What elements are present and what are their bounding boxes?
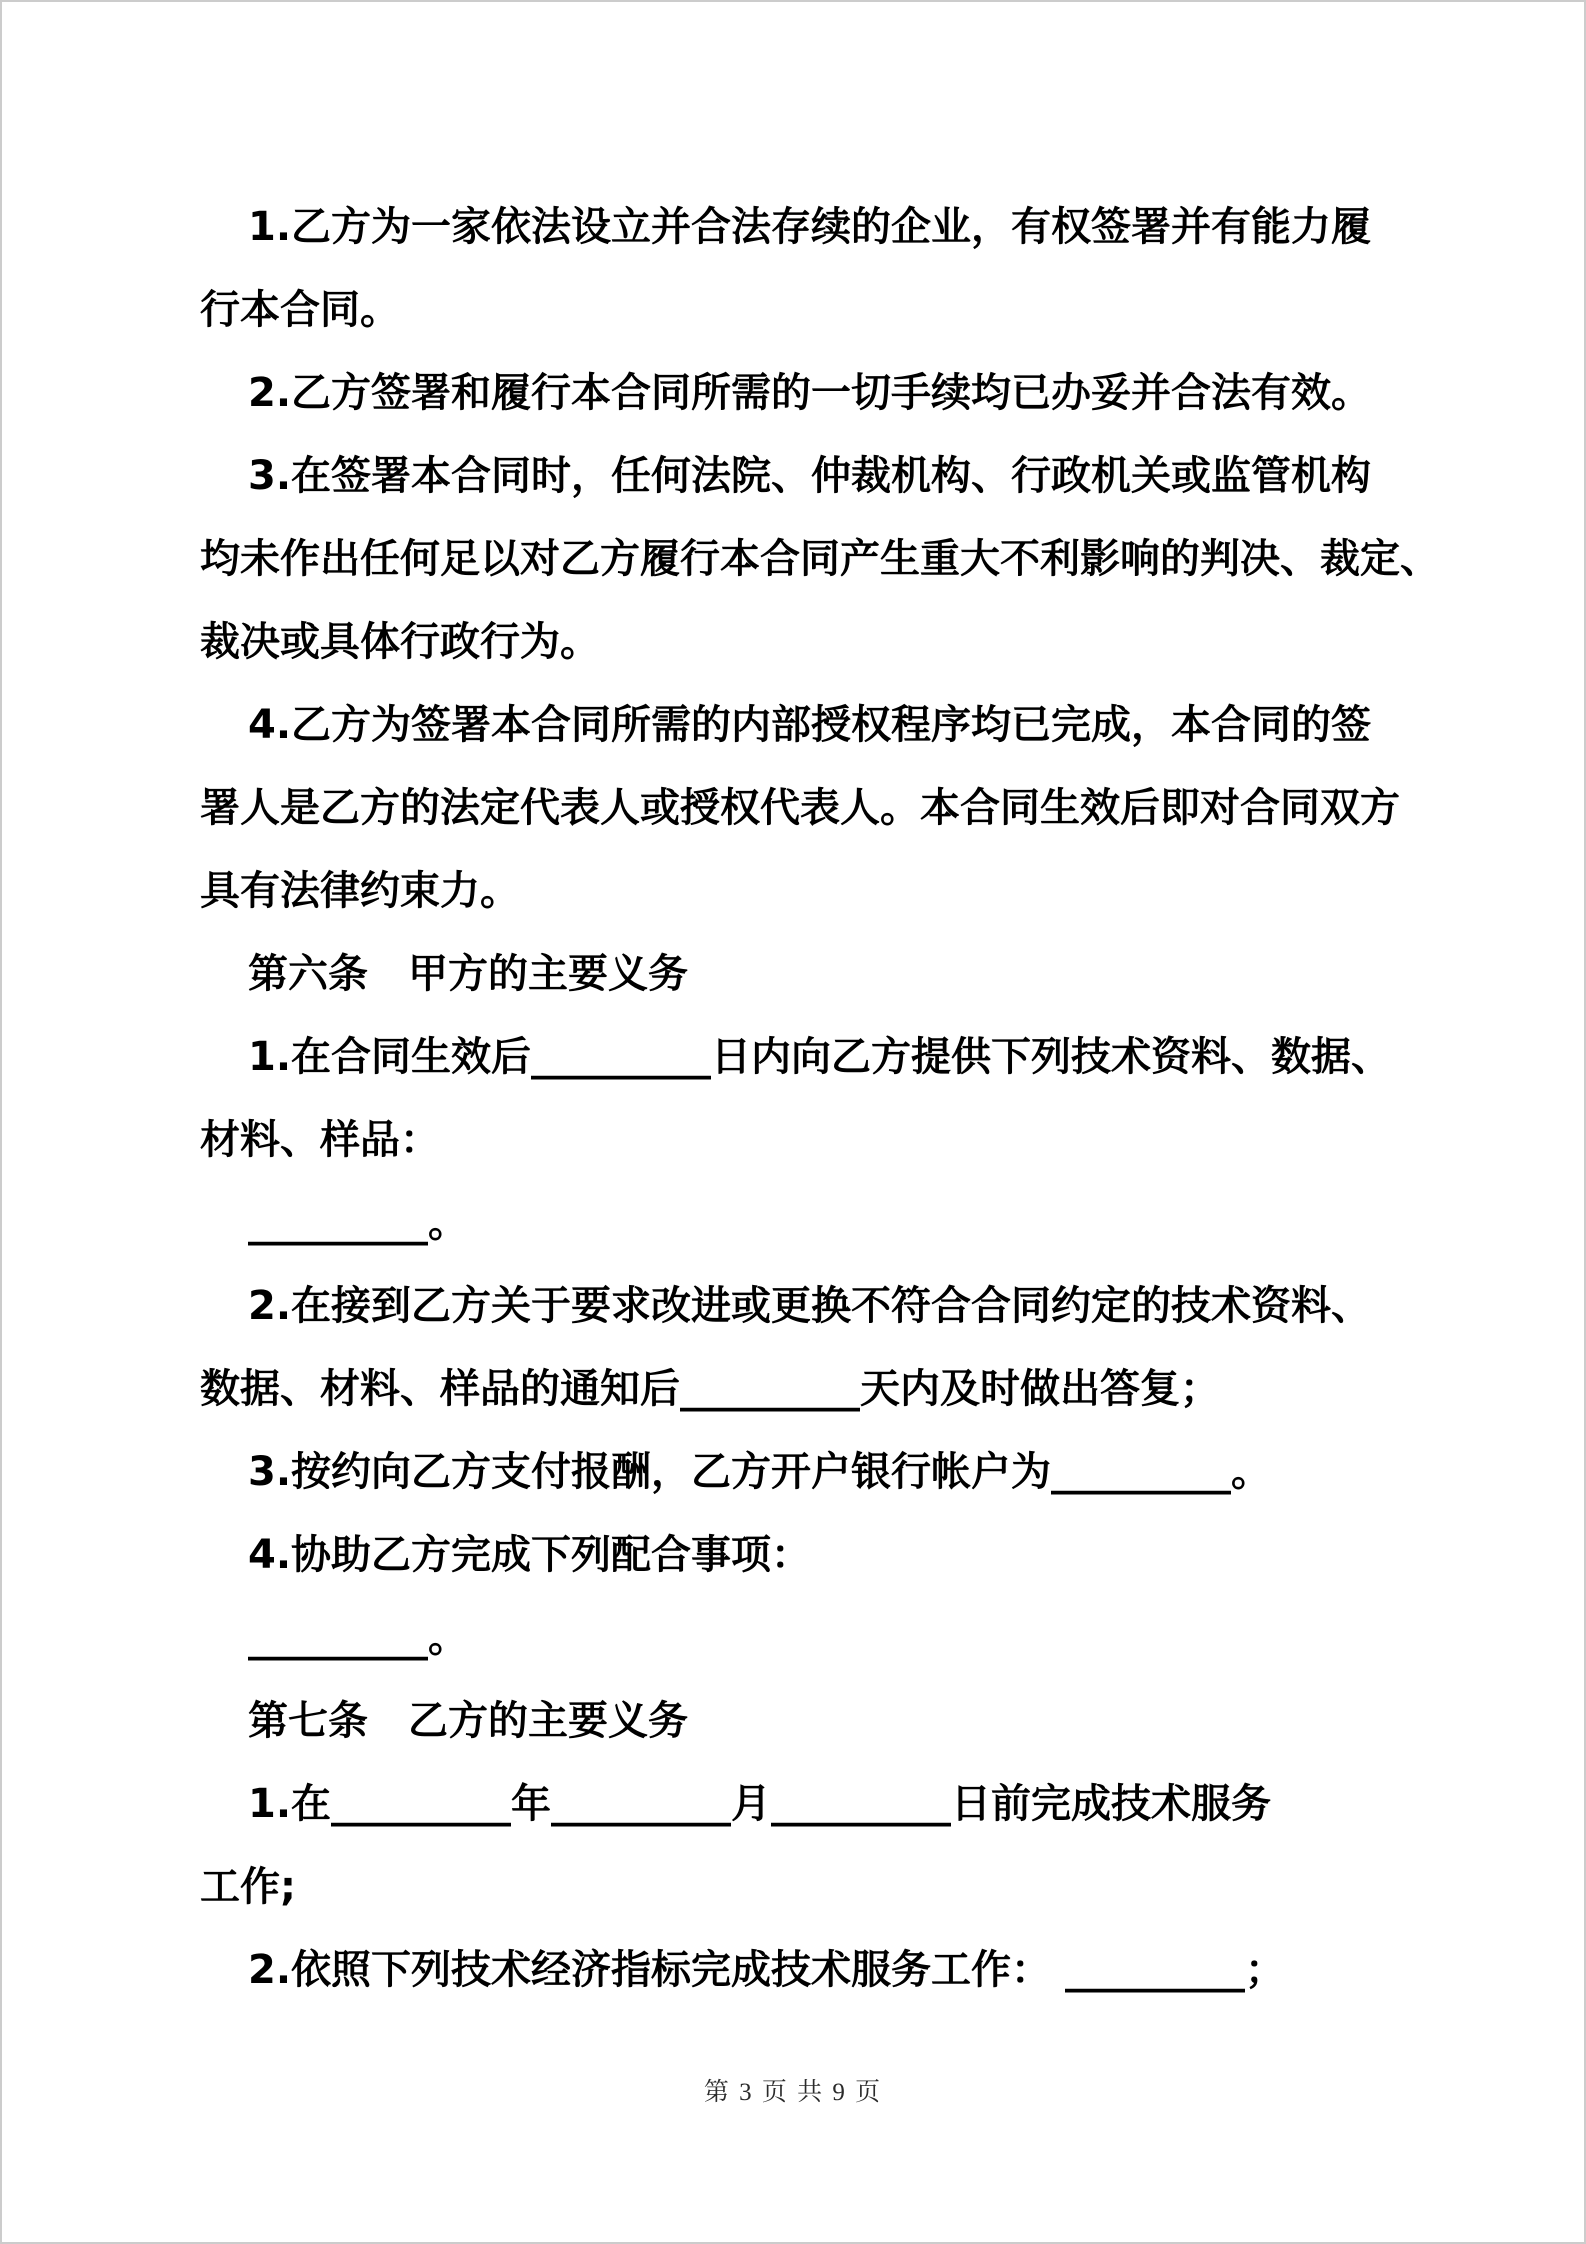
text-line: 均未作出任何足以对乙方履行本合同产生重大不利影响的判决、裁定、 (200, 536, 1440, 582)
text-line: 数据、材料、样品的通知后_________天内及时做出答复； (200, 1366, 1220, 1412)
text-line: 工作; (200, 1864, 296, 1910)
text-line: 4.协助乙方完成下列配合事项： (248, 1532, 812, 1578)
text-line: 3.在签署本合同时，任何法院、仲裁机构、行政机关或监管机构 (248, 453, 1372, 499)
text-line: 4.乙方为签署本合同所需的内部授权程序均已完成，本合同的签 (248, 702, 1372, 748)
page-number: 第 3 页 共 9 页 (703, 2079, 883, 2106)
text-line: 署人是乙方的法定代表人或授权代表人。本合同生效后即对合同双方 (200, 785, 1400, 831)
text-line: 裁决或具体行政行为。 (200, 619, 600, 665)
text-line: 1.在_________年_________月_________日前完成技术服务 (248, 1781, 1272, 1827)
text-line: _________。 (248, 1200, 468, 1246)
text-line: 具有法律约束力。 (200, 868, 520, 914)
page-footer (0, 2072, 1586, 2108)
text-line: 1.乙方为一家依法设立并合法存续的企业，有权签署并有能力履 (248, 204, 1372, 250)
section-heading: 第六条 甲方的主要义务 (248, 951, 688, 997)
text-line: _________。 (248, 1615, 468, 1661)
text-line: 行本合同。 (200, 287, 400, 333)
text-line: 2.依照下列技术经济指标完成技术服务工作： _________； (248, 1947, 1285, 1993)
section-heading: 第七条 乙方的主要义务 (248, 1698, 688, 1744)
text-line: 2.在接到乙方关于要求改进或更换不符合合同约定的技术资料、 (248, 1283, 1372, 1329)
text-line: 3.按约向乙方支付报酬，乙方开户银行帐户为_________。 (248, 1449, 1272, 1495)
text-line: 材料、样品： (200, 1117, 440, 1163)
contract-body (200, 186, 1440, 2012)
text-line: 2.乙方签署和履行本合同所需的一切手续均已办妥并合法有效。 (248, 370, 1372, 416)
text-line: 1.在合同生效后_________日内向乙方提供下列技术资料、数据、 (248, 1034, 1392, 1080)
